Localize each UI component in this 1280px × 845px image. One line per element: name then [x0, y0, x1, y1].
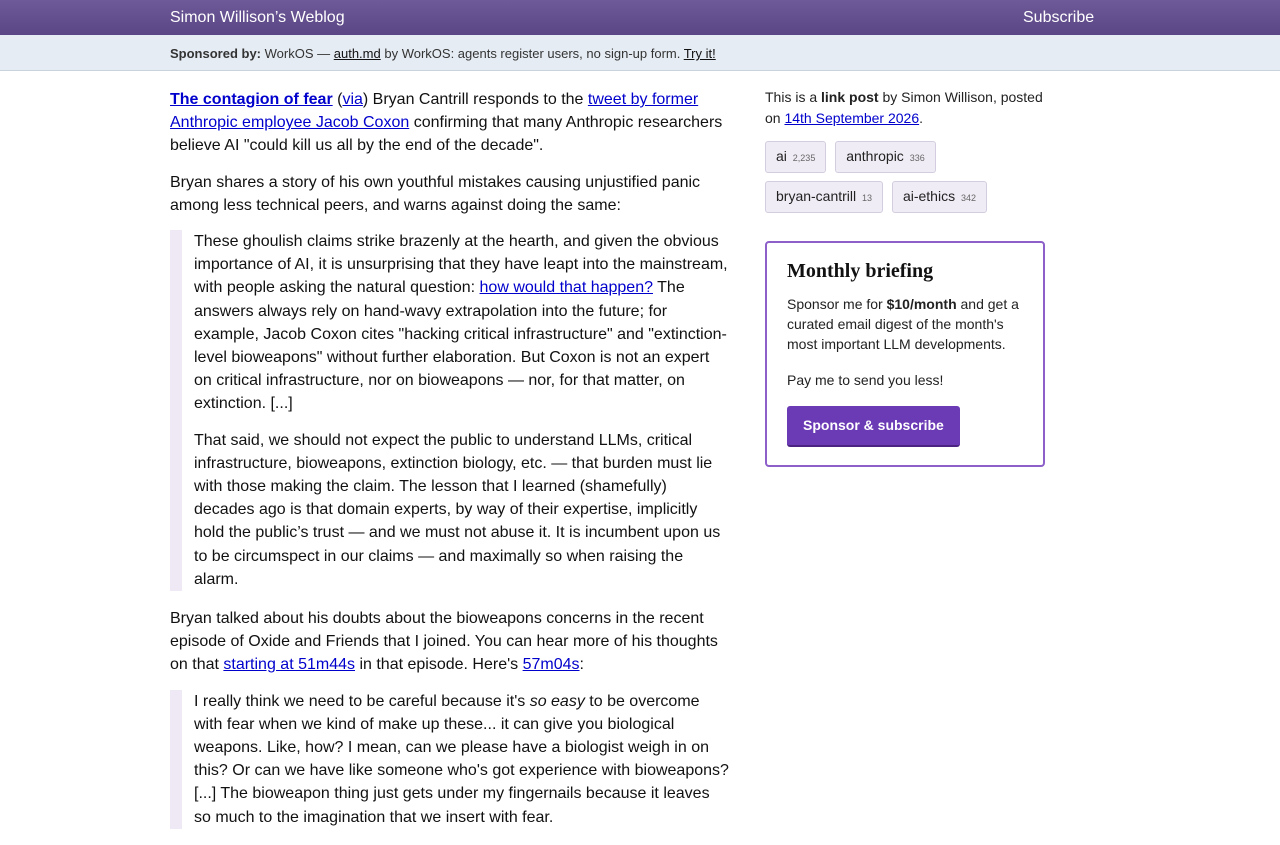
tweet-link[interactable]: tweet by former Anthropic employee Jacob Coxon	[170, 91, 699, 132]
para-3-text-mid: in that episode. Here's	[355, 656, 523, 674]
post-paragraph-2: Bryan shares a story of his own youthful mistakes causing unjustified panic among less technical peers, and warns against doing the same:	[170, 173, 701, 214]
sidebar	[765, 87, 1045, 467]
via-link[interactable]: via	[342, 91, 363, 108]
quote-1-text-before: These ghoulish claims strike brazenly at the hearth, and given the obvious importance of AI, it is unsurprising that they have leapt into the mainstream, with people asking the natural question:	[194, 233, 728, 297]
sponsor-auth-link[interactable]: auth.md	[333, 46, 381, 61]
tag-count: 336	[909, 153, 925, 163]
tag-count: 342	[960, 193, 976, 203]
quote-1-paragraph-1	[194, 230, 730, 416]
meta-text-2: by Simon Willison, posted on	[765, 89, 1043, 126]
sponsor-bar	[0, 35, 1280, 71]
tag-name: anthropic	[846, 148, 904, 164]
post-paragraph-3	[170, 607, 730, 677]
briefing-price: $10/month	[886, 296, 957, 312]
tag-count: 2,235	[792, 153, 816, 163]
sponsor-subscribe-button[interactable]: Sponsor & subscribe	[787, 406, 960, 447]
sponsor-text	[170, 46, 716, 61]
post-date-link[interactable]: 14th September 2026	[784, 110, 920, 126]
how-would-link[interactable]: how would that happen?	[479, 279, 653, 297]
timestamp-51m44s-link[interactable]: starting at 51m44s	[223, 656, 355, 674]
quote-1	[170, 230, 730, 591]
post-meta	[765, 87, 1045, 129]
para-3-text-before: Bryan talked about his doubts about the bioweapons concerns in the recent episode of Oxide and Friends that I joined. You can hear more of his thoughts on that	[170, 610, 718, 674]
tag-count: 13	[862, 193, 873, 203]
post-title-link[interactable]: The contagion of fear	[170, 91, 333, 108]
tag-ai[interactable]	[765, 141, 826, 173]
quote-2-text-after: to be overcome with fear when we kind of make up these... it can give you biological weapons. Like, how? I mean, can we please have a biologist weigh in on this? Or can we have like someone who's got experience with bioweapons? [...] The bioweapon thing just gets under my fingernails because it leaves so much to the imagination that we insert with fear.	[194, 692, 729, 826]
quote-1-paragraph-2: That said, we should not expect the public to understand LLMs, critical infrastructure, bioweapons, extinction biology, etc. — that burden must lie with those making the claim. The lesson that I learned (shamefully) decades ago is that domain experts, by way of their expertise, implicitly hold the public’s trust — and we must not abuse it. It is incumbent upon us to be circumspect in our claims — and maximally so when raising the alarm.	[194, 431, 721, 588]
meta-link-post: link post	[821, 89, 879, 105]
para-3-text-end: :	[579, 656, 584, 674]
meta-text-1: This is a	[765, 89, 822, 105]
intro-text-1: ) Bryan Cantrill responds to the	[362, 91, 588, 108]
tag-list	[765, 141, 1045, 221]
monthly-briefing-box	[765, 241, 1045, 467]
quote-2-text-before: I really think we need to be careful because it's	[194, 692, 530, 710]
tag-name: ai	[776, 148, 787, 164]
via-open: (	[332, 91, 343, 108]
sponsor-text-before: WorkOS —	[264, 46, 334, 61]
quote-2-paragraph	[194, 690, 730, 829]
briefing-tagline: Pay me to send you less!	[787, 372, 944, 388]
subscribe-link[interactable]: Subscribe	[1023, 9, 1095, 26]
post-content	[170, 88, 730, 845]
tag-bryan-cantrill[interactable]	[765, 181, 883, 213]
site-header	[0, 0, 1280, 35]
quote-1-text-after: The answers always rely on hand-wavy extrapolation into the future; for example, Jacob Coxon cites "hacking critical infrastructure" and "extinction-level bioweapons" without further elaboration. But Coxon is not an expert on critical infrastructure, nor on bioweapons — nor, for that matter, on extinction. [...]	[194, 279, 727, 413]
site-title-link[interactable]: Simon Willison’s Weblog	[170, 9, 345, 26]
tag-ai-ethics[interactable]	[892, 181, 987, 213]
post-intro	[170, 88, 730, 158]
sponsor-label: Sponsored by:	[170, 46, 262, 61]
tag-name: ai-ethics	[902, 188, 956, 204]
tag-name: bryan-cantrill	[776, 188, 857, 204]
briefing-description	[787, 294, 1023, 354]
briefing-text-2: and get a curated email digest of the month's most important LLM developments.	[787, 296, 1019, 352]
sponsor-text-after: by WorkOS: agents register users, no sign-up form.	[380, 46, 684, 61]
meta-end: .	[919, 110, 924, 126]
sponsor-try-link[interactable]: Try it!	[683, 46, 716, 61]
quote-2-emphasis: so easy	[529, 692, 585, 710]
tag-anthropic[interactable]	[835, 141, 936, 173]
timestamp-57m04s-link[interactable]: 57m04s	[522, 656, 580, 674]
briefing-text-1: Sponsor me for	[787, 296, 887, 312]
quote-2	[170, 690, 730, 829]
briefing-title: Monthly briefing	[787, 260, 934, 282]
intro-text-2: confirming that many Anthropic researchers believe AI "could kill us all by the end of the decade".	[170, 114, 723, 155]
